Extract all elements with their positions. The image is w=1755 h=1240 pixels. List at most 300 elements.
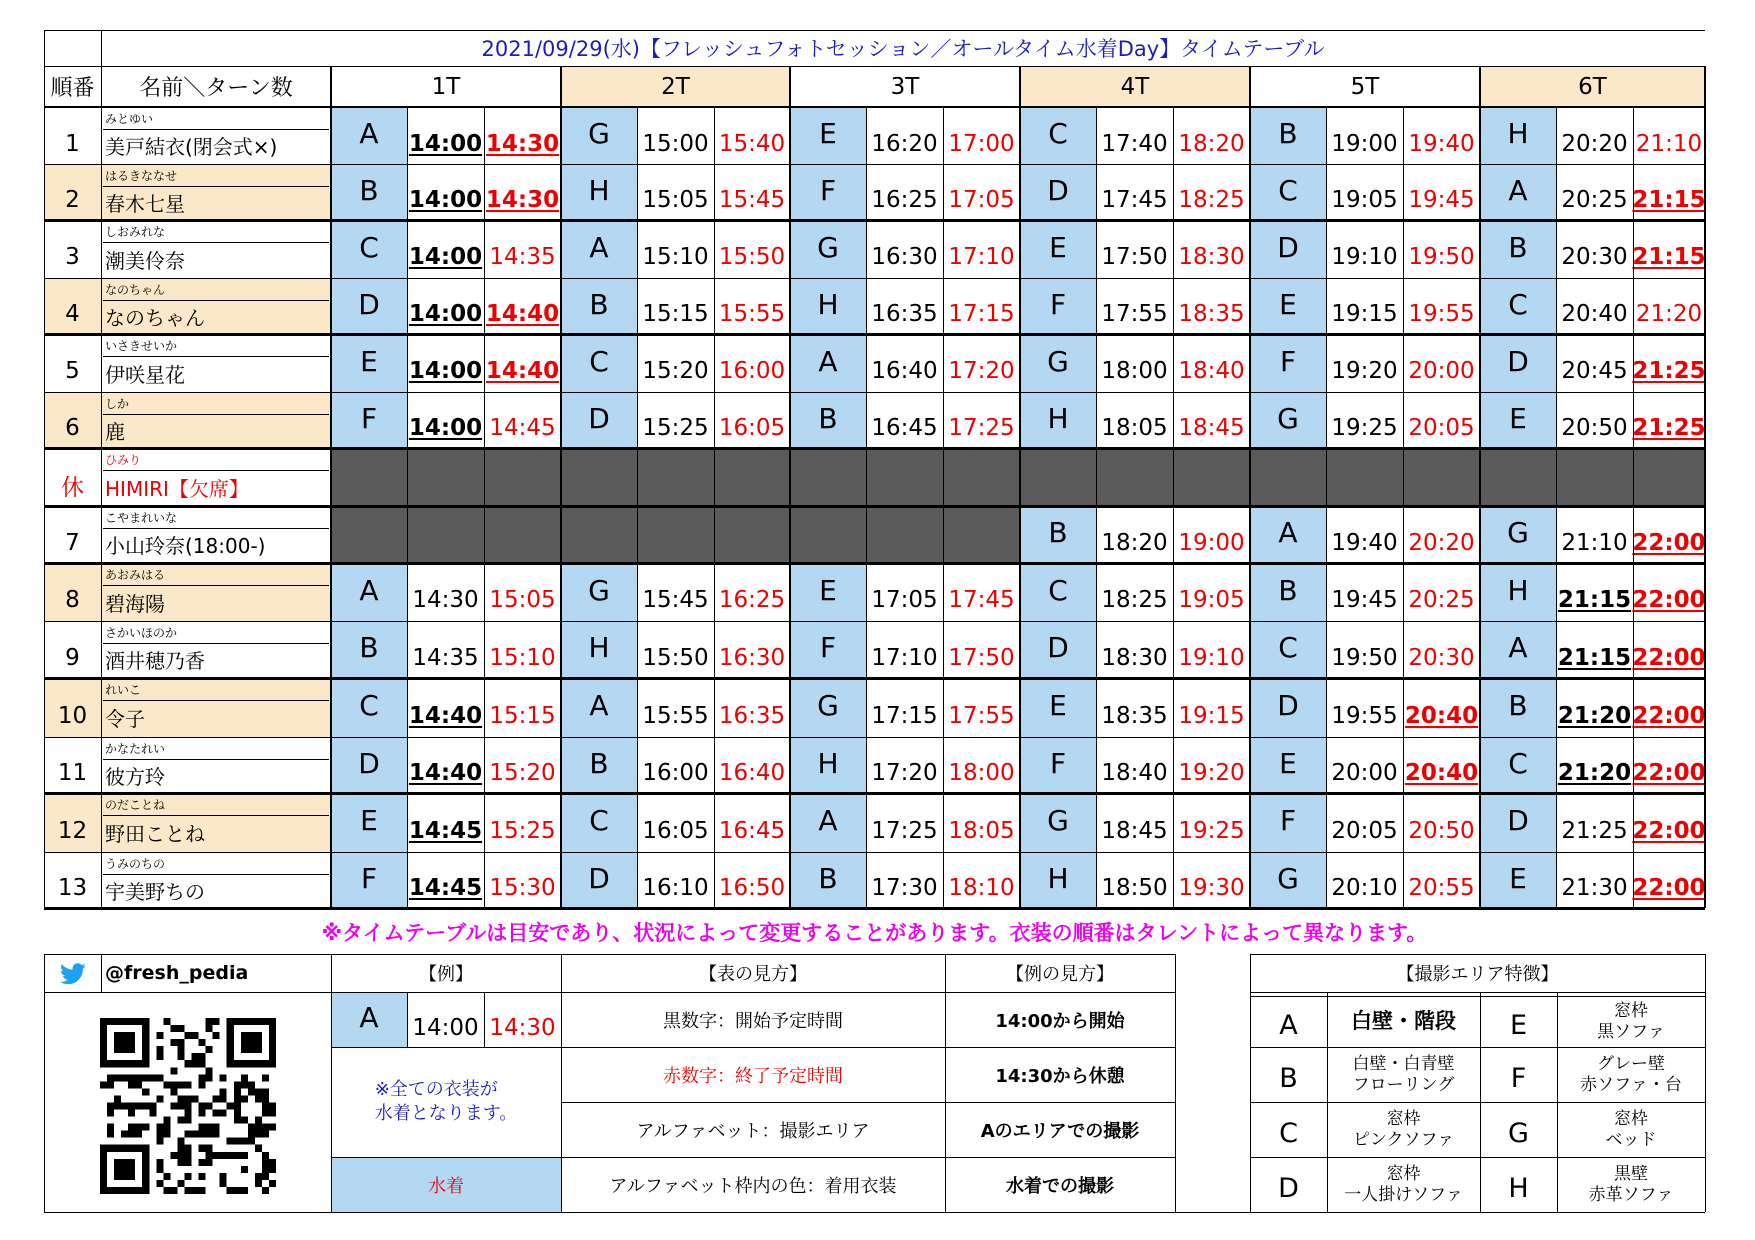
grid-line [1633,164,1634,220]
start-time: 17:30 [871,875,938,901]
grid-line [1326,852,1327,908]
zone-letter: E [819,573,837,607]
end-time: 18:05 [948,817,1015,844]
grid-line [44,447,1705,450]
grid-line [1326,621,1327,678]
start-time: 19:10 [1331,244,1398,270]
row-number: 休 [61,474,84,501]
grid-line [561,1102,1175,1103]
start-time: 17:10 [871,644,938,671]
grid-line [1556,220,1557,278]
grid-line [1250,992,1705,993]
absent-cell [1480,448,1705,506]
grid-line [1173,852,1174,908]
end-time: 17:55 [948,702,1015,729]
end-time: 21:25 [1632,415,1706,441]
start-time: 14:00 [408,358,483,384]
grid-line [1403,448,1404,506]
grid-line [1173,678,1174,737]
zone-letter: F [819,631,837,664]
grid-line [1403,506,1404,563]
grid-line [1403,793,1404,852]
twitter-bird-icon[interactable] [60,963,86,985]
grid-line [1173,793,1174,852]
absent-cell [790,506,1020,563]
grid-line [943,278,944,334]
start-time: 14:35 [412,644,479,671]
zone-letter: G [1507,516,1529,549]
zone-letter: B [359,173,379,207]
grid-line [484,737,485,793]
area-description: グレー壁 赤ソファ・台 [1580,1053,1682,1095]
grid-line [1096,621,1097,678]
start-time: 14:00 [408,130,483,157]
end-time: 18:00 [948,760,1015,786]
start-time: 20:40 [1561,301,1628,327]
qr-code[interactable] [100,1018,276,1194]
end-time: 14:35 [489,244,556,270]
name-ruby: うみのちの [105,856,166,871]
grid-line [1403,392,1404,448]
grid-line [1480,992,1481,1212]
absent-cell [790,448,1020,506]
name-ruby: れいこ [105,682,142,697]
grid-line [484,107,485,164]
name-ruby: のだことね [105,797,166,812]
end-time: 19:20 [1178,760,1245,786]
grid-line [103,528,329,529]
grid-line [1096,737,1097,793]
grid-line [1403,621,1404,678]
grid-line [1173,334,1174,392]
area-letter: H [1508,1173,1529,1204]
turn-header-3: 3T [890,73,920,100]
end-time: 22:00 [1632,644,1706,671]
zone-letter: E [360,344,378,378]
grid-line [1326,392,1327,448]
absent-cell [1250,448,1480,506]
zone-letter: C [1278,173,1298,207]
start-time: 21:15 [1557,644,1632,671]
grid-line [1403,678,1404,737]
grid-line [714,334,715,392]
grid-line [103,643,329,644]
start-time: 14:40 [408,760,483,786]
grid-line [1556,278,1557,334]
end-time: 17:25 [948,415,1015,441]
start-time: 17:05 [871,587,938,613]
swimsuit-note: ※全ての衣装が 水着となります。 [374,1079,518,1124]
talent-name: 彼方玲 [105,764,165,789]
end-time: 14:40 [485,358,560,384]
zone-letter: F [360,401,378,435]
grid-line [866,334,867,392]
grid-line [943,220,944,278]
zone-letter: A [818,344,838,378]
zone-letter: D [1277,230,1299,264]
zone-letter: E [1049,689,1067,722]
turn-header-6: 6T [1578,73,1607,100]
end-time: 17:15 [948,301,1015,327]
talent-name: 小山玲奈(18:00-) [105,534,266,558]
grid-line [1403,107,1404,164]
end-time: 19:00 [1178,529,1245,556]
grid-line [103,874,329,875]
grid-line [407,392,408,448]
grid-line [44,954,1175,955]
start-time: 16:45 [871,415,938,441]
grid-line [1096,793,1097,852]
grid-line [1173,392,1174,448]
start-time: 15:55 [642,702,709,729]
area-description: 窓枠 ピンクソファ [1352,1108,1455,1150]
grid-line [101,30,102,908]
end-time: 14:30 [485,187,560,213]
start-time: 21:20 [1557,702,1632,729]
start-time: 21:10 [1561,529,1628,556]
name-turn-header: 名前＼ターン数 [139,76,293,101]
grid-line [1326,793,1327,852]
grid-line [103,585,329,586]
grid-line [1633,563,1634,621]
grid-line [1173,107,1174,164]
start-time: 17:20 [871,760,938,786]
grid-line [44,66,1705,67]
row-number: 9 [65,644,80,671]
grid-line [866,220,867,278]
start-time: 14:00 [408,415,483,441]
grid-line [330,66,332,908]
grid-line [714,793,715,852]
end-time: 17:20 [948,358,1015,384]
grid-line [1096,852,1097,908]
grid-line [1633,448,1634,506]
end-time: 19:40 [1408,130,1475,157]
grid-line [1326,164,1327,220]
grid-line [407,506,408,563]
grid-line [1249,66,1251,908]
zone-letter: D [588,861,610,895]
absent-cell [1020,448,1250,506]
start-time: 18:40 [1101,760,1168,786]
grid-line [44,30,1705,31]
page-title: 2021/09/29(水)【フレッシュフォトセッション／オールタイム水着Day】タイムテーブル [481,37,1325,61]
zone-letter: B [818,861,838,895]
grid-line [637,164,638,220]
grid-line [714,278,715,334]
start-time: 15:15 [642,301,709,327]
grid-line [714,392,715,448]
start-time: 15:00 [642,130,709,157]
grid-line [714,448,715,506]
swimsuit-label: 水着 [428,1175,464,1197]
end-time: 18:20 [1178,130,1245,157]
notice-text: ※タイムテーブルは目安であり、状況によって変更することがあります。衣装の順番はタレントによって異なります。 [321,921,1428,945]
areas-header: 【撮影エリア特徴】 [1396,964,1559,985]
end-time: 19:25 [1178,817,1245,844]
end-time: 14:45 [489,415,556,441]
grid-line [103,186,329,187]
start-time: 21:25 [1561,817,1628,844]
grid-line [484,334,485,392]
zone-letter: H [1047,861,1069,895]
zone-letter: B [1048,516,1068,549]
end-time: 17:50 [948,644,1015,671]
row-number: 10 [57,702,88,729]
grid-line [44,621,1705,622]
start-time: 15:25 [642,415,709,441]
grid-line [714,678,715,737]
grid-line [1096,678,1097,737]
end-time: 20:00 [1408,358,1475,384]
grid-line [1173,220,1174,278]
talent-name: 鹿 [105,419,125,444]
start-time: 17:55 [1101,301,1168,327]
area-description: 窓枠 ベッド [1605,1108,1657,1150]
zone-letter: H [817,287,839,321]
grid-line [1633,506,1634,563]
zone-letter: E [360,804,378,837]
start-time: 21:15 [1557,587,1632,613]
twitter-handle: @fresh_pedia [105,962,249,984]
grid-line [484,392,485,448]
zone-letter: G [1277,861,1299,895]
grid-line [1556,793,1557,852]
grid-line [866,737,867,793]
grid-line [714,506,715,563]
grid-line [866,678,867,737]
name-ruby: さかいほのか [105,625,178,640]
grid-line [1326,506,1327,563]
zone-letter: C [1048,117,1068,150]
end-time: 21:15 [1632,244,1706,270]
turn-header-4: 4T [1120,73,1150,100]
grid-line [637,506,638,563]
grid-line [1633,737,1634,793]
grid-line [1633,278,1634,334]
row-number: 13 [57,875,88,901]
grid-line [1175,954,1176,1212]
end-time: 22:00 [1632,587,1706,613]
end-time: 20:40 [1404,760,1479,786]
grid-line [866,852,867,908]
end-time: 20:20 [1408,529,1475,556]
name-ruby: なのちゃん [105,282,166,297]
grid-line [1403,563,1404,621]
start-time: 19:15 [1331,301,1398,327]
start-time: 14:45 [408,817,483,844]
end-time: 19:55 [1408,301,1475,327]
start-time: 20:10 [1331,875,1398,901]
grid-line [44,164,1705,165]
end-time: 19:30 [1178,875,1245,901]
grid-line [484,278,485,334]
end-time: 14:30 [485,130,560,157]
zone-letter: G [817,689,839,722]
start-time: 21:30 [1561,875,1628,901]
grid-line [1633,621,1634,678]
grid-line [1403,737,1404,793]
grid-line [331,1047,561,1048]
start-time: 18:35 [1101,702,1168,729]
grid-line [103,815,329,816]
grid-line [1557,992,1558,1212]
name-ruby: はるきななせ [105,168,178,183]
area-letter: E [1509,1010,1528,1041]
grid-line [44,106,1705,108]
zone-letter: B [818,401,838,435]
name-ruby: こやまれいな [105,510,178,525]
zone-letter: D [1047,631,1069,664]
start-time: 18:30 [1101,644,1168,671]
zone-letter: G [588,573,610,607]
end-time: 19:05 [1178,587,1245,613]
grid-line [637,852,638,908]
zone-letter: B [359,631,379,664]
end-time: 17:00 [948,130,1015,157]
turn-header-5: 5T [1350,73,1380,100]
start-time: 18:50 [1101,875,1168,901]
zone-letter: E [1279,746,1297,780]
grid-line [1326,334,1327,392]
start-time: 18:05 [1101,415,1168,441]
end-time: 15:05 [489,587,556,613]
end-time: 19:50 [1408,244,1475,270]
turn-header-2: 2T [661,73,690,100]
area-description: 黒壁 赤革ソファ [1588,1163,1674,1205]
start-time: 14:00 [408,187,483,213]
name-ruby: ひみり [105,452,142,467]
zone-letter: G [1047,344,1069,378]
zone-letter: D [588,401,610,435]
end-time: 18:30 [1178,244,1245,270]
grid-line [1633,220,1634,278]
grid-line [1556,852,1557,908]
start-time: 20:00 [1331,760,1398,786]
start-time: 16:35 [871,301,938,327]
end-time: 18:40 [1178,358,1245,384]
grid-line [866,793,867,852]
grid-line [103,470,329,471]
start-time: 19:45 [1331,587,1398,613]
end-time: 20:50 [1408,817,1475,844]
start-time: 14:30 [412,587,479,613]
start-time: 20:45 [1561,358,1628,384]
zone-letter: B [1278,117,1298,150]
end-time: 19:15 [1178,702,1245,729]
grid-line [484,678,485,737]
end-time: 17:10 [948,244,1015,270]
start-time: 18:00 [1101,358,1168,384]
start-time: 19:50 [1331,644,1398,671]
end-time: 21:10 [1635,130,1703,157]
absent-cell [331,448,561,506]
start-time: 20:30 [1561,244,1628,270]
start-time: 14:00 [408,244,483,270]
zone-letter: A [1508,173,1528,207]
grid-line [484,220,485,278]
end-time: 21:25 [1632,358,1706,384]
grid-line [1633,678,1634,737]
grid-line [561,954,562,1212]
example-howto-item: Aのエリアでの撮影 [980,1120,1140,1142]
zone-letter: H [1507,117,1529,150]
end-time: 19:45 [1408,187,1475,213]
grid-line [1633,392,1634,448]
grid-line [1019,66,1021,908]
grid-line [943,737,944,793]
grid-line [866,164,867,220]
zone-letter: C [359,230,379,264]
start-time: 20:25 [1561,187,1628,213]
area-description: 白壁・白青壁 フローリング [1352,1053,1455,1095]
start-time: 20:05 [1331,817,1398,844]
grid-line [103,700,329,701]
grid-line [1705,954,1706,1212]
row-number: 5 [65,358,80,384]
grid-line [407,448,408,506]
zone-letter: B [589,287,609,321]
grid-line [943,563,944,621]
absent-cell [561,506,790,563]
area-description: 窓枠 黒ソファ [1597,1000,1665,1042]
grid-line [103,414,329,415]
end-time: 18:35 [1178,301,1245,327]
grid-line [561,1157,1175,1158]
row-number: 1 [65,130,80,157]
zone-letter: C [589,344,609,378]
grid-line [1403,278,1404,334]
zone-letter: C [1278,631,1298,664]
grid-line [103,356,329,357]
grid-line [44,1212,1705,1213]
talent-name: 宇美野ちの [105,879,205,904]
grid-line [943,793,944,852]
zone-letter: C [1508,746,1528,780]
start-time: 16:10 [642,875,709,901]
grid-line [714,737,715,793]
grid-line [1479,66,1481,908]
grid-line [637,678,638,737]
grid-line [1556,678,1557,737]
grid-line [484,852,485,908]
grid-line [484,793,485,852]
grid-line [44,333,1705,336]
end-time: 16:40 [718,760,786,786]
grid-line [44,392,1705,393]
start-time: 15:20 [642,358,709,384]
grid-line [943,107,944,164]
grid-line [484,563,485,621]
grid-line [943,678,944,737]
grid-line [407,334,408,392]
grid-line [44,219,1705,222]
row-number: 11 [57,760,88,786]
end-time: 18:25 [1178,187,1245,213]
zone-letter: A [359,117,379,150]
grid-line [637,563,638,621]
grid-line [407,737,408,793]
grid-line [103,300,329,301]
zone-letter: H [1507,573,1529,607]
start-time: 19:40 [1331,529,1398,556]
zone-letter: F [1049,746,1067,780]
grid-line [44,737,1705,738]
grid-line [866,563,867,621]
grid-line [44,954,45,1212]
area-letter: D [1278,1173,1299,1204]
grid-line [44,852,1705,853]
